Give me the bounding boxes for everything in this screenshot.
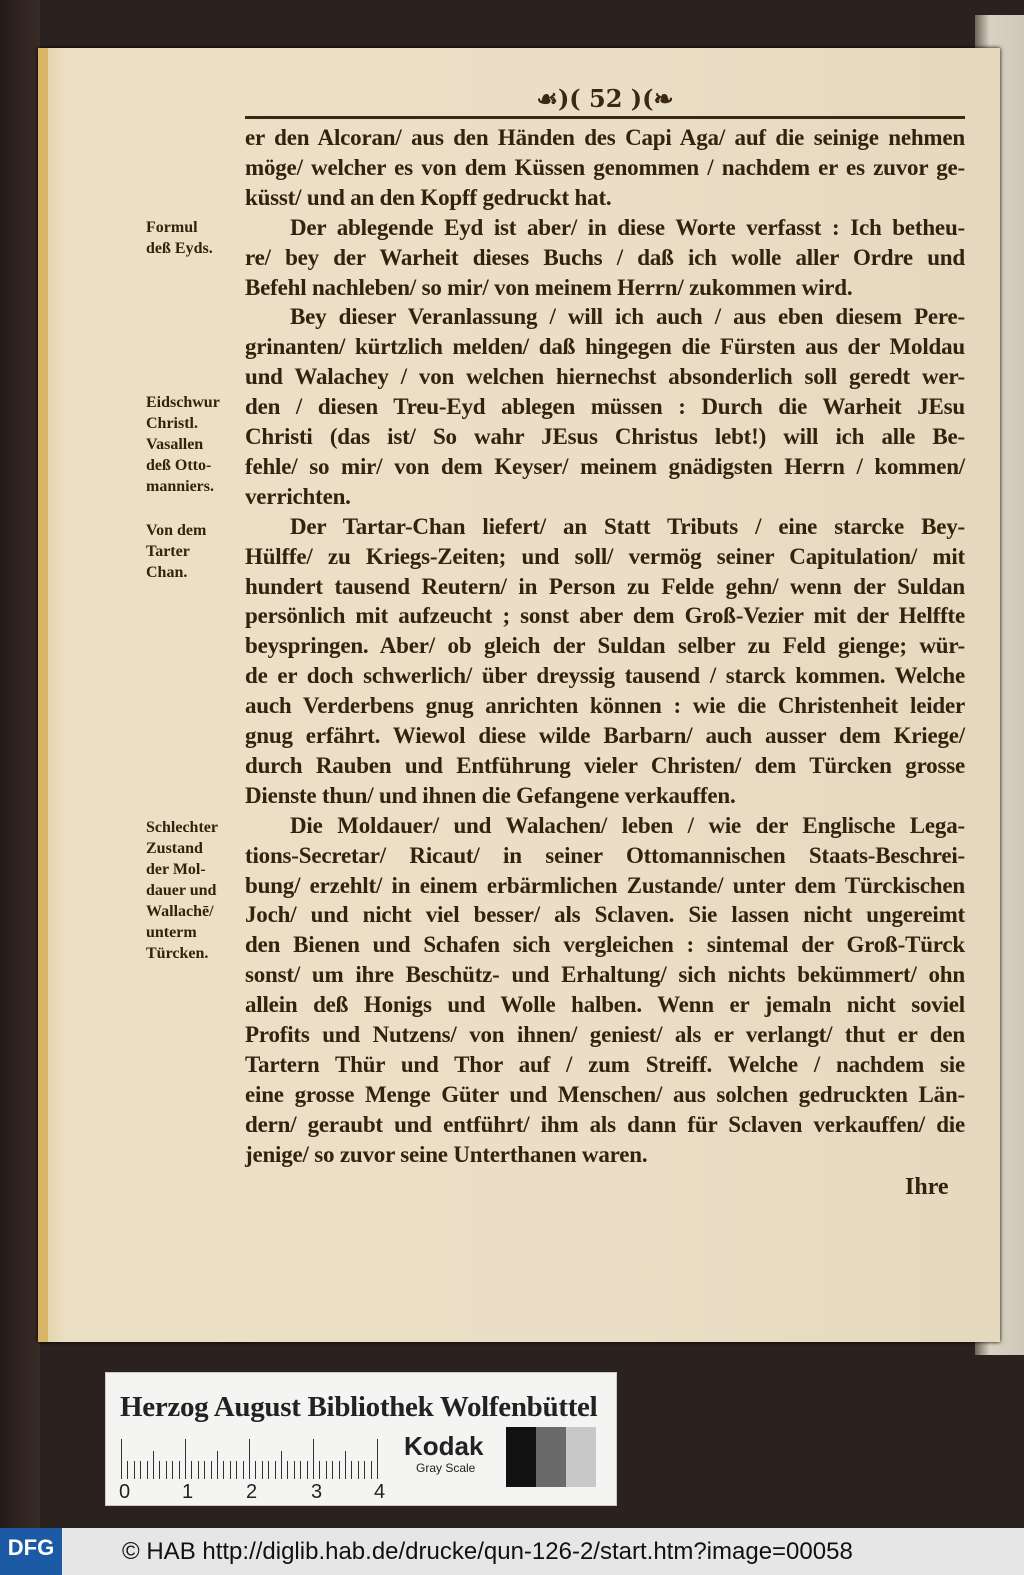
ruler-tick: [153, 1451, 154, 1479]
text-line: Der ablegende Eyd ist aber/ in diese Worte verfasst : Ich betheu-: [290, 214, 965, 240]
ruler-tick: [166, 1461, 167, 1479]
text-line: fehle/ so mir/ von dem Keyser/ meinem gnädigsten Herrn / kommen/: [245, 453, 965, 479]
footer-bar: [0, 1528, 1024, 1575]
ruler-tick: [243, 1461, 244, 1479]
text-line: Befehl nachleben/ so mir/ von meinem Herrn/ zukommen wird.: [245, 274, 853, 300]
ruler-tick: [307, 1461, 308, 1479]
ruler-tick: [300, 1461, 301, 1479]
ruler: [121, 1435, 383, 1479]
ruler-tick: [198, 1461, 199, 1479]
ruler-tick: [217, 1451, 218, 1479]
ruler-tick: [358, 1461, 359, 1479]
dfg-logo: DFG: [0, 1528, 62, 1575]
ruler-tick: [159, 1461, 160, 1479]
text-line: den Bienen und Schafen sich vergleichen : sintemal der Groß-Türck: [245, 932, 965, 958]
catchword: Ihre: [905, 1174, 949, 1200]
ruler-tick: [275, 1461, 276, 1479]
ruler-tick: [345, 1451, 346, 1479]
text-line: Bey dieser Veranlassung / will ich auch / aus eben diesem Pere-: [290, 304, 965, 330]
ruler-tick: [313, 1439, 314, 1479]
margin-note-line: Formul: [146, 219, 198, 236]
ruler-tick: [204, 1461, 205, 1479]
text-line: allein deß Honigs und Wolle halben. Wenn er jemaln nicht soviel: [245, 992, 965, 1018]
text-line: möge/ welcher es von dem Küssen genommen / nachdem er es zuvor ge-: [245, 154, 965, 180]
ruler-tick: [377, 1439, 378, 1479]
margin-note-line: Eidschwur: [146, 394, 220, 411]
text-line: jenige/ so zuvor seine Unterthanen waren.: [245, 1141, 648, 1167]
text-line: er den Alcoran/ aus den Händen des Capi Aga/ auf die seinige nehmen: [245, 125, 965, 150]
ruler-number: 3: [311, 1481, 323, 1503]
text-line: grinanten/ kürtzlich melden/ daß hingegen die Fürsten aus der Moldau: [245, 334, 965, 360]
ruler-tick: [262, 1461, 263, 1479]
ruler-tick: [249, 1439, 250, 1479]
text-line: den / diesen Treu-Eyd ablegen müssen : Durch die Warheit JEsu: [245, 394, 965, 420]
text-line: sonst/ um ihre Beschütz- und Erhaltung/ sich nichts bekümmert/ ohn: [245, 962, 965, 988]
margin-note: [146, 217, 241, 259]
margin-note-line: unterm: [146, 924, 197, 941]
ruler-tick: [179, 1461, 180, 1479]
gray-patch-black: [506, 1427, 536, 1487]
ruler-tick: [294, 1461, 295, 1479]
margin-note-line: deß Eyds.: [146, 240, 213, 257]
ruler-tick: [185, 1439, 186, 1479]
ruler-tick: [140, 1461, 141, 1479]
header-rule: [245, 116, 965, 119]
margin-note-line: Wallachē/: [146, 903, 214, 920]
ruler-tick: [319, 1461, 320, 1479]
margin-note-line: Zustand: [146, 840, 203, 857]
margin-note-line: Christl.: [146, 415, 198, 432]
text-line: Profits und Nutzens/ von ihnen/ geniest/ als er verlangt/ thut er den: [245, 1022, 965, 1047]
ruler-tick: [287, 1461, 288, 1479]
ruler-tick: [147, 1461, 148, 1479]
margin-note-line: der Mol-: [146, 861, 206, 878]
ruler-tick: [223, 1461, 224, 1479]
ruler-tick: [268, 1461, 269, 1479]
ruler-tick: [281, 1451, 282, 1479]
margin-note: [146, 520, 241, 583]
text-line: re/ bey der Warheit dieses Buchs / daß ich wolle aller Ordre und: [245, 244, 965, 270]
text-line: Joch/ und nicht viel besser/ als Sclaven. Sie lassen nicht ungereimt: [245, 902, 965, 928]
margin-note: [146, 392, 241, 497]
gray-patch-light: [566, 1427, 596, 1487]
margin-note-line: deß Otto-: [146, 457, 212, 474]
text-line: beyspringen. Aber/ ob gleich der Suldan selber zu Feld gienge; wür-: [245, 633, 965, 659]
margin-note-line: manniers.: [146, 478, 214, 495]
text-line: de er doch schwerlich/ über dreyssig tausend / starck kommen. Welche: [245, 663, 965, 689]
text-line: durch Rauben und Entführung vieler Christen/ dem Türcken grosse: [245, 752, 965, 778]
scan-background: [0, 0, 40, 1528]
margin-note-line: Von dem: [146, 522, 207, 539]
ruler-number: 2: [246, 1481, 258, 1503]
page-number-header: ☙)( 52 )(❧: [536, 84, 674, 113]
text-line: Dienste thun/ und ihnen die Gefangene verkauffen.: [245, 782, 736, 808]
text-line: eine grosse Menge Güter und Menschen/ aus solchen gedruckten Län-: [245, 1081, 965, 1107]
kodak-logo: Kodak: [404, 1431, 484, 1461]
ruler-number: 4: [374, 1481, 386, 1503]
margin-note-line: Vasallen: [146, 436, 204, 453]
ruler-tick: [364, 1461, 365, 1479]
ruler-tick: [236, 1461, 237, 1479]
text-line: Christi (das ist/ So wahr JEsus Christus lebt!) will ich alle Be-: [245, 424, 965, 449]
text-line: Der Tartar-Chan liefert/ an Statt Tributs / eine starcke Bey-: [290, 513, 965, 539]
margin-note-line: Tarter: [146, 543, 190, 560]
text-line: verrichten.: [245, 483, 351, 509]
text-line: dern/ geraubt und entführt/ ihm als dann für Sclaven verkauffen/ die: [245, 1111, 965, 1137]
margin-note-line: Türcken.: [146, 945, 209, 962]
ruler-tick: [191, 1461, 192, 1479]
ruler-tick: [127, 1461, 128, 1479]
ruler-tick: [172, 1461, 173, 1479]
text-line: Die Moldauer/ und Walachen/ leben / wie der Englische Lega-: [290, 812, 965, 838]
margin-note: [146, 817, 241, 964]
ruler-tick: [332, 1461, 333, 1479]
text-line: bung/ erzehlt/ in einem erbärmlichen Zustande/ unter dem Türckischen: [245, 872, 965, 898]
text-line: auch Verderbens gnug anrichten können : wie die Christenheit leider: [245, 693, 965, 719]
ruler-tick: [134, 1461, 135, 1479]
ruler-tick: [255, 1461, 256, 1479]
ruler-number: 1: [182, 1481, 194, 1503]
copyright-link[interactable]: © HAB http://diglib.hab.de/drucke/qun-126-2/start.htm?image=00058: [122, 1538, 853, 1565]
text-line: tions-Secretar/ Ricaut/ in seiner Ottomannischen Staats-Beschrei-: [245, 842, 965, 868]
margin-note-line: dauer und: [146, 882, 217, 899]
text-line: Hülffe/ zu Kriegs-Zeiten; und soll/ vermög seiner Capitulation/ mit: [245, 543, 965, 569]
gray-scale-label: Gray Scale: [416, 1461, 476, 1475]
color-scale-card: [105, 1372, 617, 1506]
library-name: Herzog August Bibliothek Wolfenbüttel: [120, 1391, 598, 1423]
ruler-tick: [230, 1461, 231, 1479]
margin-note-line: Schlechter: [146, 819, 218, 836]
gray-patch-dark: [536, 1427, 566, 1487]
page-edge: [38, 48, 48, 1342]
text-line: hundert tausend Reutern/ in Person zu Felde gehn/ wenn der Suldan: [245, 573, 965, 599]
ruler-tick: [121, 1439, 122, 1479]
ruler-tick: [351, 1461, 352, 1479]
text-line: und Walachey / von welchen hiernechst absonderlich soll geredt wer-: [245, 364, 965, 390]
ruler-tick: [371, 1461, 372, 1479]
text-line: persönlich mit aufzeucht ; sonst aber dem Groß-Vezier mit der Helffte: [245, 603, 965, 629]
text-line: gnug erfährt. Wiewol diese wilde Barbarn/ auch ausser dem Kriege/: [245, 723, 965, 748]
text-line: Tartern Thür und Thor auf / zum Streiff. Welche / nachdem sie: [245, 1051, 965, 1077]
margin-note-line: Chan.: [146, 564, 188, 581]
ruler-tick: [326, 1461, 327, 1479]
text-line: küsst/ und an den Kopff gedruckt hat.: [245, 184, 612, 210]
ruler-tick: [339, 1461, 340, 1479]
ruler-tick: [211, 1461, 212, 1479]
ruler-number: 0: [119, 1481, 131, 1503]
